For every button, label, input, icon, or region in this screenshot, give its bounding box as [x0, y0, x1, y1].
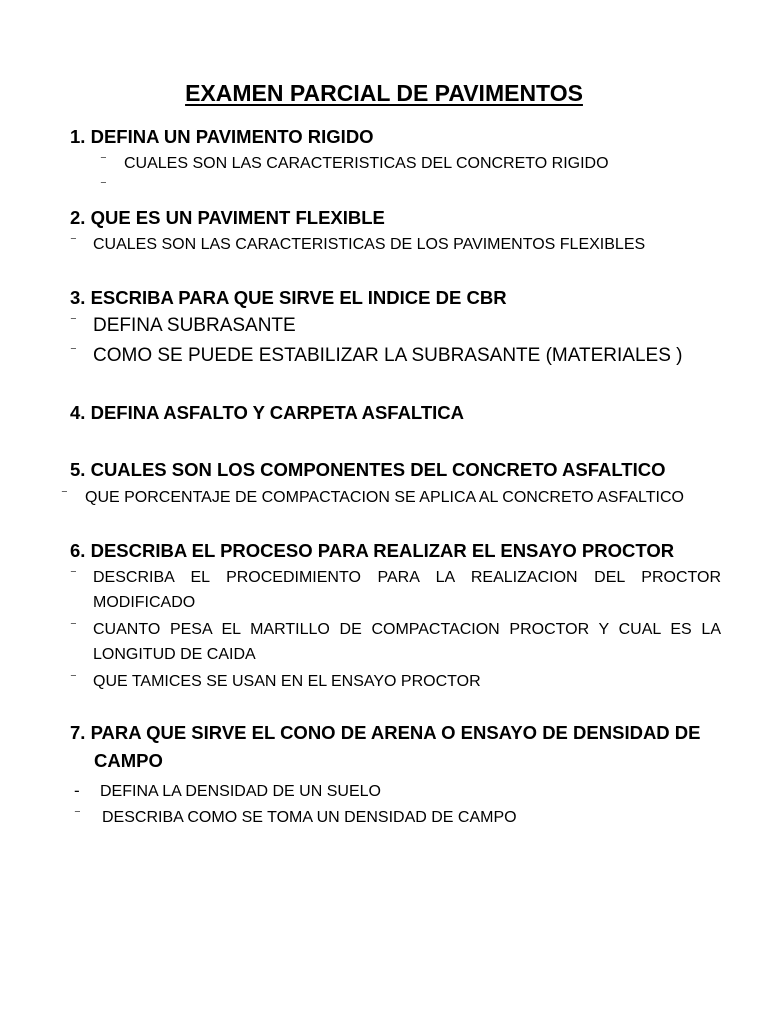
question-number: 4. [70, 402, 86, 423]
question-number: 5. [70, 459, 86, 480]
sub-item: DEFINA LA DENSIDAD DE UN SUELO [100, 783, 381, 800]
sub-item: DESCRIBA EL PROCEDIMIENTO PARA LA REALIZACION DEL PROCTOR [93, 569, 721, 586]
question-text: DEFINA ASFALTO Y CARPETA ASFALTICA [90, 402, 465, 423]
question-text: CUALES SON LOS COMPONENTES DEL CONCRETO ASFALTICO [90, 459, 666, 480]
question-number: 2. [70, 207, 86, 228]
bullet-dash: ⁻ [70, 313, 77, 328]
question-number: 6. [70, 540, 86, 561]
bullet-dash: ⁻ [70, 670, 77, 685]
question-2 [70, 207, 385, 229]
question-number: 7. [70, 722, 86, 743]
sub-item-continuation: MODIFICADO [93, 594, 196, 611]
sub-item-continuation: LONGITUD DE CAIDA [93, 646, 256, 663]
bullet-dash: ⁻ [70, 566, 77, 581]
sub-item: QUE TAMICES SE USAN EN EL ENSAYO PROCTOR [93, 673, 481, 690]
question-text: DEFINA UN PAVIMENTO RIGIDO [90, 126, 374, 147]
question-6 [70, 540, 674, 562]
question-7 [70, 719, 725, 775]
sub-item: COMO SE PUEDE ESTABILIZAR LA SUBRASANTE (MATERIALES ) [93, 345, 683, 366]
question-text-continuation: CAMPO [94, 750, 163, 771]
sub-item: QUE PORCENTAJE DE COMPACTACION SE APLICA AL CONCRETO ASFALTICO [85, 489, 684, 506]
question-1 [70, 126, 374, 148]
document-title: EXAMEN PARCIAL DE PAVIMENTOS [185, 80, 583, 106]
bullet-dash: ⁻ [70, 343, 77, 358]
bullet-dash: ⁻ [70, 233, 77, 248]
question-text: DESCRIBA EL PROCESO PARA REALIZAR EL ENSAYO PROCTOR [90, 540, 675, 561]
bullet-dash: ⁻ [61, 486, 68, 501]
sub-item: DESCRIBA COMO SE TOMA UN DENSIDAD DE CAMPO [102, 809, 517, 826]
sub-item: DEFINA SUBRASANTE [93, 315, 296, 336]
sub-item: CUANTO PESA EL MARTILLO DE COMPACTACION PROCTOR Y CUAL ES LA [93, 621, 721, 638]
question-text: QUE ES UN PAVIMENT FLEXIBLE [90, 207, 385, 228]
bullet-dash: ⁻ [100, 177, 107, 192]
sub-item: CUALES SON LAS CARACTERISTICAS DEL CONCRETO RIGIDO [124, 155, 609, 172]
bullet-dash: ⁻ [100, 152, 107, 167]
bullet-hyphen: - [74, 781, 80, 800]
question-3 [70, 287, 507, 309]
question-4 [70, 402, 464, 424]
question-number: 1. [70, 126, 86, 147]
question-5 [70, 459, 666, 481]
question-text: PARA QUE SIRVE EL CONO DE ARENA O ENSAYO DE DENSIDAD DE [90, 722, 701, 743]
question-number: 3. [70, 287, 86, 308]
question-text: ESCRIBA PARA QUE SIRVE EL INDICE DE CBR [90, 287, 507, 308]
bullet-dash: ⁻ [74, 806, 81, 821]
sub-item: CUALES SON LAS CARACTERISTICAS DE LOS PAVIMENTOS FLEXIBLES [93, 236, 646, 253]
bullet-dash: ⁻ [70, 618, 77, 633]
